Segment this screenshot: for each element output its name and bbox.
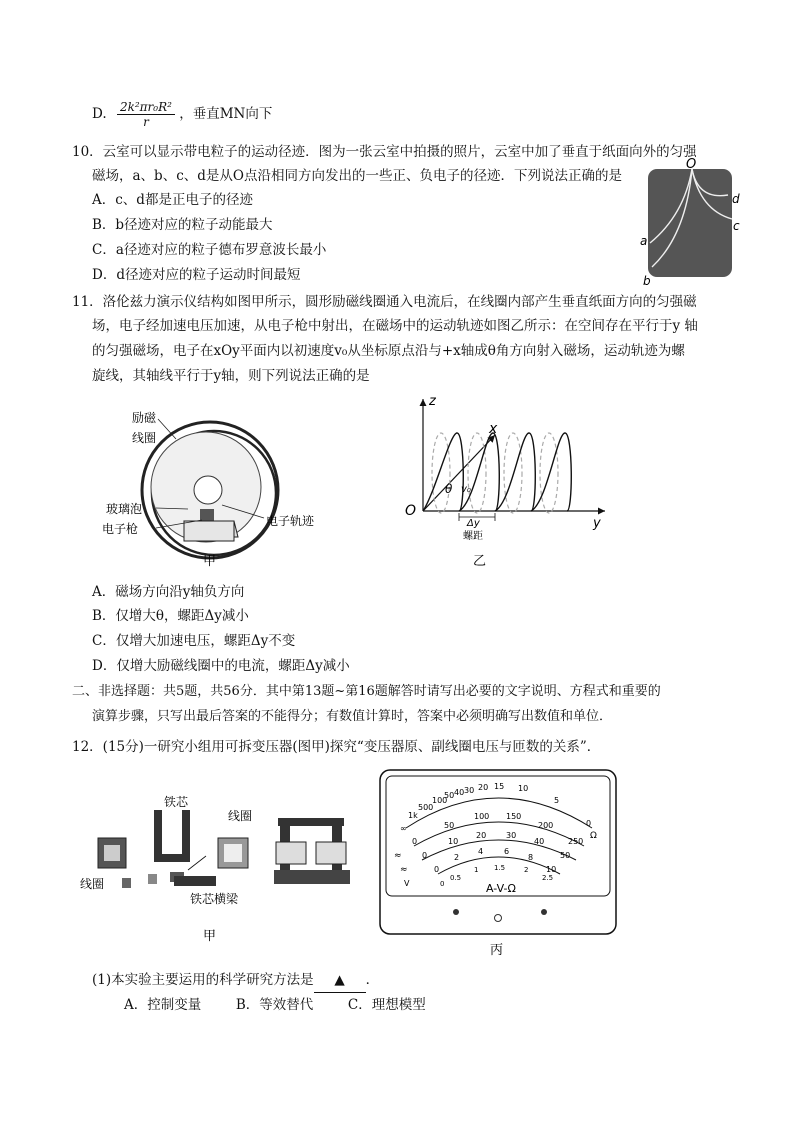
- ac-tick: 50: [560, 851, 571, 860]
- ohm-tick: 500: [418, 803, 434, 812]
- option-a: A．控制变量: [124, 997, 202, 1013]
- v25-tick: 1: [474, 866, 479, 874]
- dc-tick: 50: [444, 821, 455, 830]
- ohm-tick: ∞: [400, 824, 407, 833]
- dc-tick: 150: [506, 812, 522, 821]
- q12-sub1-options: [124, 993, 426, 1017]
- dc-tick: 250: [568, 837, 584, 846]
- q12-sub1: [92, 968, 379, 993]
- section2-line2: 演算步骤，只写出最后答案的不能得分；有数值计算时，答案中必须明确写出数值和单位．: [92, 709, 613, 724]
- label-track: 电子轨迹: [266, 514, 315, 528]
- label-dy: Δy: [467, 518, 480, 529]
- dc-tick: 100: [474, 812, 490, 821]
- ohm-tick: 50: [444, 791, 455, 800]
- meter-face: [386, 776, 610, 896]
- q11-option-a: A．磁场方向沿y轴负方向: [92, 584, 245, 600]
- q11-option-b: B．仅增大θ，螺距Δy减小: [92, 608, 249, 624]
- ac-tick: 30: [506, 831, 517, 840]
- iron-core: [154, 810, 190, 862]
- numerator: 2k²πr₀R²: [117, 100, 175, 115]
- ohm-tick: 0: [586, 819, 592, 828]
- assembled-coil-2: [316, 842, 346, 864]
- label-b: b: [643, 274, 651, 288]
- low-tick: 6: [504, 847, 510, 856]
- v25-tick: 0.5: [450, 874, 462, 882]
- small-part: [148, 874, 157, 884]
- ac-tick: 0: [422, 851, 428, 860]
- label-x: x: [489, 421, 498, 437]
- dc-tick: 200: [538, 821, 554, 830]
- v25-tick: 0: [440, 880, 445, 888]
- low-tick: 8: [528, 853, 534, 862]
- v25-tick: 2: [524, 866, 529, 874]
- label-v0: v₀: [461, 484, 471, 495]
- ohm-tick: 1k: [408, 811, 418, 820]
- v25-tick: 1.5: [494, 864, 506, 872]
- q11-option-c: C．仅增大加速电压，螺距Δy不变: [92, 633, 296, 649]
- q11-line2: 场，电子经加速电压加速，从电子枪中射出，在磁场中的运动轨迹如图乙所示：在空间存在平行于y 轴: [92, 318, 698, 334]
- core-beam: [174, 876, 216, 886]
- option-c: C．理想模型: [347, 997, 426, 1013]
- meter-label: A-V-Ω: [486, 882, 516, 895]
- dc-tick: 0: [412, 837, 418, 846]
- label-coil-right: 线圈: [228, 809, 253, 823]
- ac-tick: 10: [448, 837, 459, 846]
- ohm-tick: 40: [454, 788, 465, 797]
- label-z: z: [429, 394, 436, 409]
- fraction: [117, 100, 175, 129]
- low-tick: 4: [478, 847, 484, 856]
- label-a: a: [640, 234, 648, 248]
- label-bulb: 玻璃泡: [106, 502, 143, 516]
- helix-front: [423, 433, 571, 511]
- low-tick: 10: [546, 865, 557, 874]
- assembled-top: [278, 818, 344, 826]
- q11-line3: 的匀强磁场，电子在xOy平面内以初速度v₀从坐标原点沿与+x轴成θ角方向射入磁场，运动轨迹为螺: [92, 343, 685, 359]
- q12-stem: 12．(15分)一研究小组用可拆变压器(图甲)探究“变压器原、副线圈电压与匝数的关系”．: [72, 739, 601, 755]
- option-text: ，垂直MN向下: [179, 106, 273, 122]
- low-tick: 0: [434, 865, 440, 874]
- v25-tick: 2.5: [542, 874, 554, 882]
- helix-trajectory-figure: [395, 393, 620, 573]
- answer-blank[interactable]: ▲: [314, 968, 366, 993]
- q11-option-d: D．仅增大励磁线圈中的电流，螺距Δy减小: [92, 658, 350, 674]
- lorentz-demonstrator-figure: [100, 405, 330, 570]
- label-beam: 铁芯横梁: [190, 892, 239, 906]
- q10-line2: 磁场，a、b、c、d是从O点沿相同方向发出的一些正、负电子的径迹．下列说法正确的是: [92, 168, 622, 184]
- electron-track: [194, 476, 222, 504]
- label-gun: 电子枪: [102, 522, 139, 536]
- option-b: B．等效替代: [235, 997, 314, 1013]
- label-coil-2: 线圈: [132, 431, 157, 445]
- label-coil-left: 线圈: [80, 877, 105, 891]
- q10-option-a: A．c、d都是正电子的径迹: [92, 192, 253, 208]
- assembled-base: [274, 870, 350, 884]
- ohm-tick: 20: [478, 783, 489, 792]
- screw-left: [453, 909, 459, 915]
- section2-line1: 二、非选择题：共5题，共56分．其中第13题~第16题解答时请写出必要的文字说明、方程式和重要的: [72, 684, 661, 699]
- ohm-tick: 30: [464, 786, 475, 795]
- label-core: 铁芯: [164, 795, 189, 809]
- caption-yi: 乙: [473, 554, 487, 569]
- multimeter-figure: [378, 768, 620, 960]
- q10-option-c: C．a径迹对应的粒子德布罗意波长最小: [92, 242, 327, 258]
- omega-symbol: Ω: [590, 831, 597, 841]
- sub1-end: ．: [365, 972, 380, 988]
- label-o: O: [405, 503, 417, 519]
- q10-line1: 10．云室可以显示带电粒子的运动径迹．图为一张云室中拍摄的照片，云室中加了垂直于纸面向外的匀强: [72, 144, 697, 160]
- caption-jia: 甲: [203, 554, 217, 569]
- option-label: D.: [92, 106, 107, 122]
- q9-option-d: [92, 100, 272, 129]
- left-mark: ≈: [394, 851, 402, 861]
- caption-jia: 甲: [203, 929, 217, 944]
- transformer-figure: [78, 790, 368, 950]
- ohm-tick: 10: [518, 784, 529, 793]
- caption-bing: 丙: [490, 943, 504, 958]
- label-c: c: [733, 219, 740, 233]
- small-part: [122, 878, 131, 888]
- q11-line1: 11．洛伦兹力演示仪结构如图甲所示，圆形励磁线圈通入电流后，在线圈内部产生垂直纸面方向的匀强磁: [72, 294, 697, 310]
- ohm-tick: 100: [432, 796, 448, 805]
- electron-gun: [200, 509, 214, 521]
- left-mark: V: [404, 879, 410, 888]
- q11-line4: 旋线，其轴线平行于y轴，则下列说法正确的是: [92, 368, 370, 384]
- label-theta: θ: [445, 482, 453, 496]
- label-pitch: 螺距: [463, 531, 483, 542]
- base: [184, 521, 234, 541]
- sub1-text: (1)本实验主要运用的科学研究方法是: [92, 972, 314, 988]
- screw-right: [541, 909, 547, 915]
- denominator: r: [143, 115, 149, 129]
- ac-tick: 40: [534, 837, 545, 846]
- label-y: y: [593, 516, 601, 531]
- ac-tick: 20: [476, 831, 487, 840]
- left-mark: ≈: [400, 865, 408, 875]
- low-tick: 2: [454, 853, 460, 862]
- label-o: O: [686, 157, 697, 172]
- ohm-tick: 15: [494, 782, 505, 791]
- assembled-coil-1: [276, 842, 306, 864]
- q10-option-b: B．b径迹对应的粒子动能最大: [92, 217, 273, 233]
- q10-option-d: D．d径迹对应的粒子运动时间最短: [92, 267, 301, 283]
- ohm-tick: 5: [554, 796, 560, 805]
- label-coil-1: 励磁: [132, 411, 157, 425]
- cloud-chamber-figure: [640, 155, 752, 290]
- label-d: d: [732, 192, 740, 206]
